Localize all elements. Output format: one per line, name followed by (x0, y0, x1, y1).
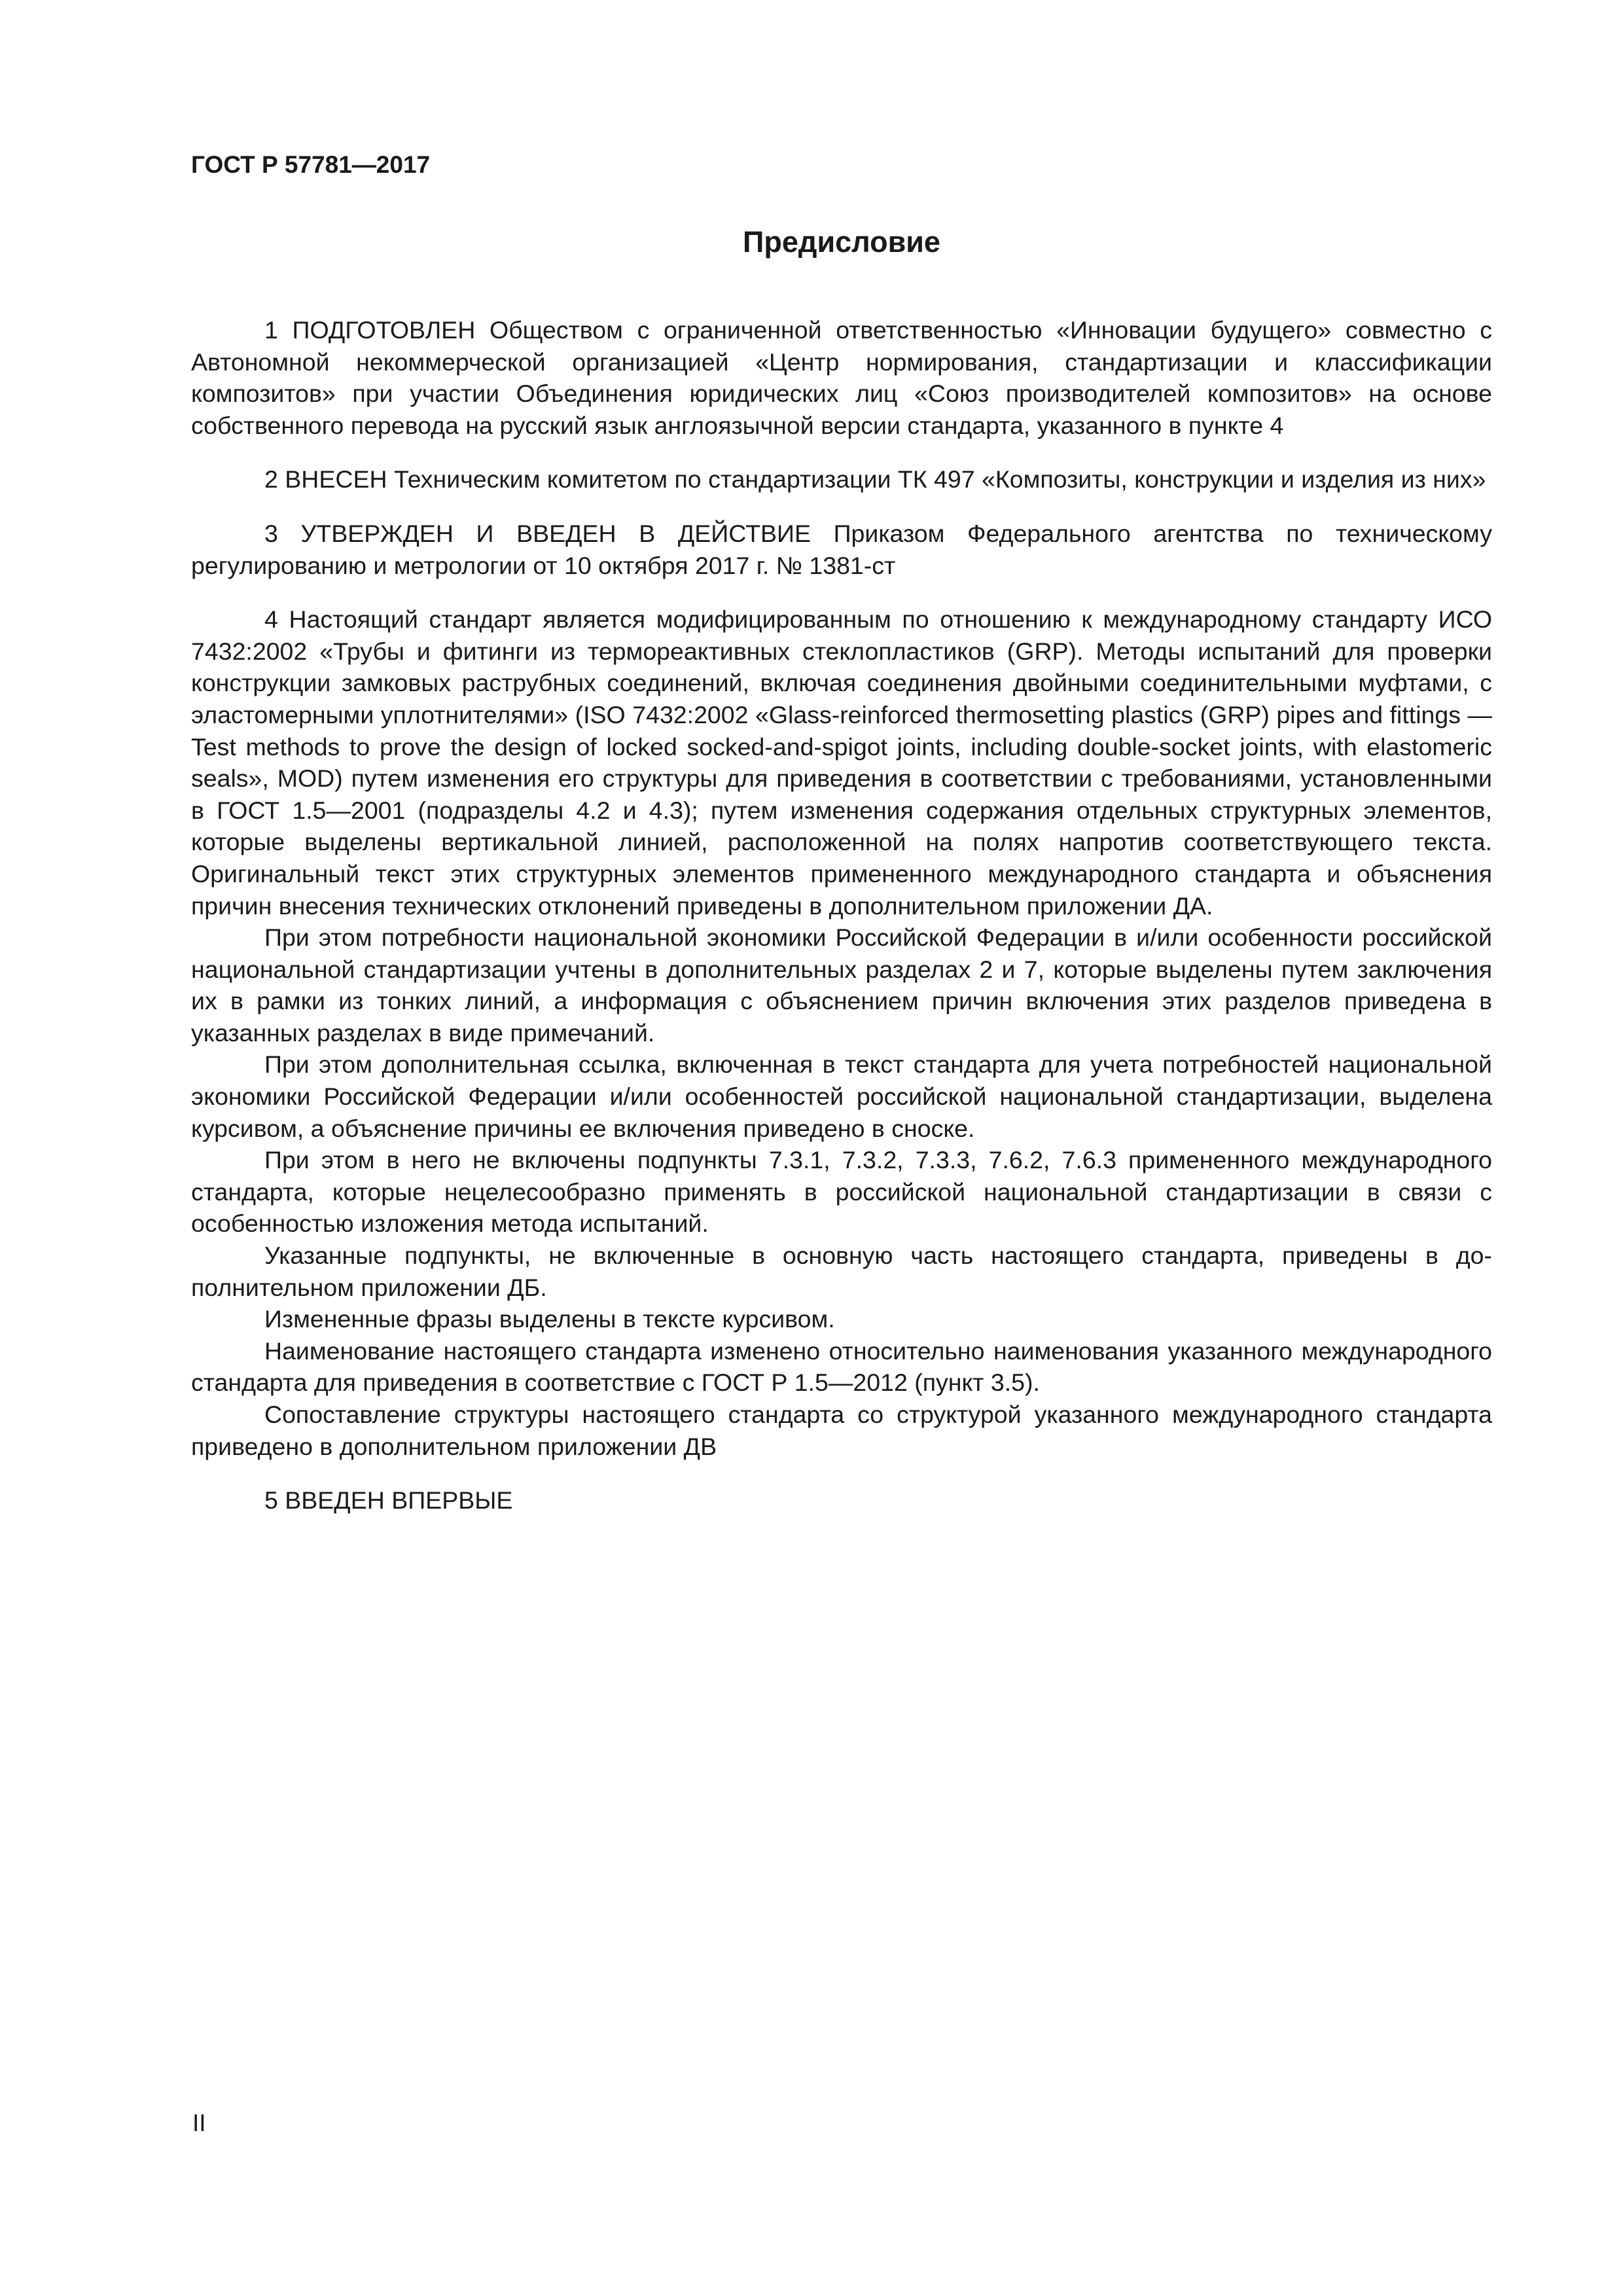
paragraph-modified-standard: 4 Настоящий стандарт является модифицированным по отношению к международному стандарту ИСО 7432:2002 «Трубы и фитинги из термореактивных стеклопластиков (GRP). Методы испытаний для проверки конструкции замковых раструбных соединений, включая соединения двойными соединительными муфтами, с эластомерными уплотнителями» (ISO 7432:2002 «Glass-reinforced thermosetting plastics (GRP) pipes and fittings —Test methods to prove the design of locked socked-and-spigot joints, including double-socket joints, with elastomeric seals», MOD) путем изменения его структуры для приведения в соответствии с требованиями, установленными в ГОСТ 1.5—2001 (подразделы 4.2 и 4.3); путем изменения содержания отдельных структурных элементов, которые выделены вертикальной линией, расположенной на полях напротив соответствующего текста. Оригинальный текст этих структурных элементов примененного международного стандарта и объяснения причин внесения технических отклонений приведены в дополнительном приложении ДА. (191, 605, 1492, 920)
paragraph-submitted-by: 2 ВНЕСЕН Техническим комитетом по стандартизации ТК 497 «Композиты, конструкции и изделия из них» (264, 465, 1486, 493)
paragraph-italic-phrases: Измененные фразы выделены в тексте курсивом. (264, 1305, 835, 1333)
paragraph-annex-db: Указанные подпункты, не включенные в основную часть настоящего стандарта, приведены в дополнительном приложении ДБ. (191, 1242, 1492, 1301)
page-title: Предисловие (743, 225, 940, 259)
paragraph-title-change: Наименование настоящего стандарта изменено относительно наименования указанного международного стандарта для приведения в соответствие с ГОСТ Р 1.5—2012 (пункт 3.5). (191, 1336, 1492, 1397)
paragraph-excluded-subclauses: При этом в него не включены подпункты 7.3.1, 7.3.2, 7.3.3, 7.6.2, 7.6.3 примененного международного стандарта, которые нецелесообразно применять в российской национальной стандартизации в связи с особенностью изложения метода испытаний. (191, 1146, 1492, 1238)
paragraph-additional-sections: При этом потребности национальной экономики Российской Федерации в и/или особенности российской национальной стандартизации учтены в дополнительных разделах 2 и 7, которые выделены путем заключения их в рамки из тонких линий, а информация с объяснением причин включения этих разделов приведена в указанных разделах в виде примечаний. (191, 924, 1492, 1047)
paragraph-prepared-by: 1 ПОДГОТОВЛЕН Обществом с ограниченной ответственностью «Инновации будущего» совместно с Автономной некоммерческой организацией «Центр нормирования, стандартизации и классификации композитов» при участии Объединения юридических лиц «Союз производителей композитов» на основе собственного перевода на русский язык англоязычной версии стандарта, указанного в пункте 4 (191, 316, 1492, 439)
page-number: II (192, 2109, 206, 2136)
paragraph-structure-comparison: Сопоставление структуры настоящего стандарта со структурой указанного международного стандарта приведено в дополнительном приложении ДВ (191, 1401, 1492, 1460)
paragraph-additional-reference: При этом дополнительная ссылка, включенная в текст стандарта для учета потребностей национальной экономики Российской Федерации и/или особенностей российской национальной стандартизации, выделена курсивом, а объяснение причины ее включения приведено в сноске. (191, 1050, 1492, 1142)
paragraph-approved: 3 УТВЕРЖДЕН И ВВЕДЕН В ДЕЙСТВИЕ Приказом Федерального агентства по техническому регулированию и метрологии от 10 октября 2017 г. № 1381-ст (191, 519, 1492, 579)
document-code: ГОСТ Р 57781—2017 (191, 151, 431, 178)
document-body (191, 314, 1492, 1516)
paragraph-first-introduced: 5 ВВЕДЕН ВПЕРВЫЕ (264, 1486, 513, 1515)
